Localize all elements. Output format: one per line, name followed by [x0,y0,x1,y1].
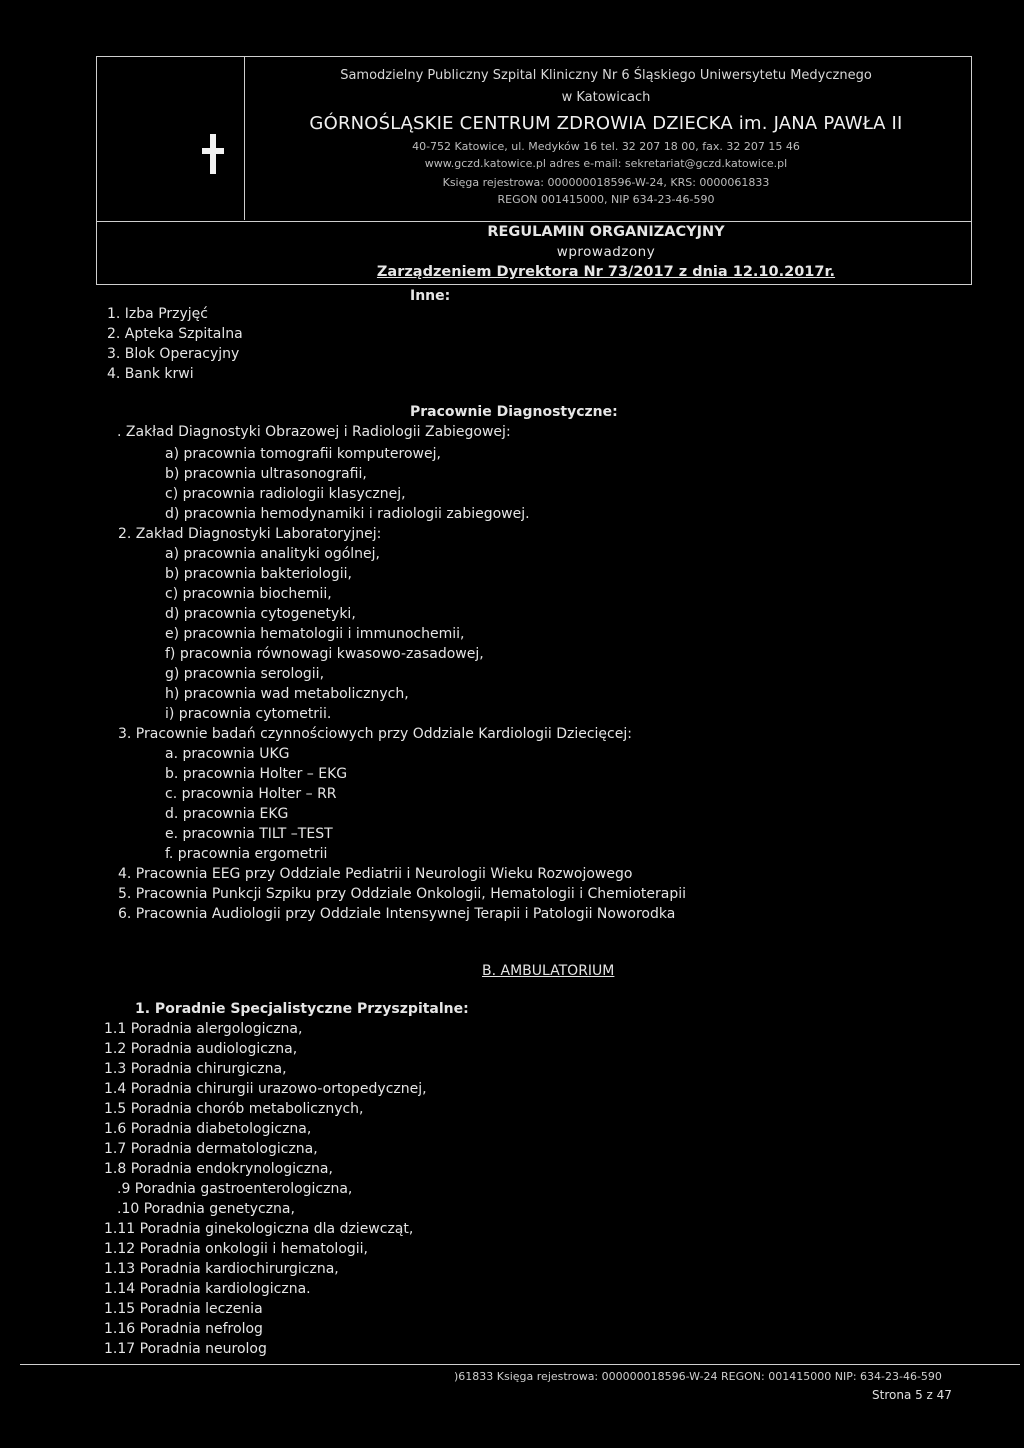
list-item: c. pracownia Holter – RR [165,786,337,802]
list-item: 1.2 Poradnia audiologiczna, [104,1041,298,1057]
list-item: 1.6 Poradnia diabetologiczna, [104,1121,312,1137]
inne-item: 3. Blok Operacyjny [107,346,240,362]
inne-item: 2. Apteka Szpitalna [107,326,243,342]
list-item: 1.3 Poradnia chirurgiczna, [104,1061,287,1077]
list-item: d) pracownia cytogenetyki, [165,606,356,622]
ambulatorium-subheading: 1. Poradnie Specjalistyczne Przyszpitalne: [135,1001,469,1017]
list-item: b) pracownia ultrasonografii, [165,466,367,482]
section-title: . Zakład Diagnostyki Obrazowej i Radiologii Zabiegowej: [117,424,511,440]
list-item: a) pracownia analityki ogólnej, [165,546,380,562]
list-item: 1.8 Poradnia endokrynologiczna, [104,1161,333,1177]
list-item: d) pracownia hemodynamiki i radiologii zabiegowej. [165,506,530,522]
hospital-cross-icon [202,134,224,174]
hospital-name: Samodzielny Publiczny Szpital Kliniczny Nr 6 Śląskiego Uniwersytetu Medycznego [340,68,872,83]
inne-item: 1. Izba Przyjęć [107,306,208,322]
list-item: a) pracownia tomografii komputerowej, [165,446,441,462]
list-item: e) pracownia hematologii i immunochemii, [165,626,465,642]
list-item: 4. Pracownia EEG przy Oddziale Pediatrii i Neurologii Wieku Rozwojowego [118,866,633,882]
list-item: 1.13 Poradnia kardiochirurgiczna, [104,1261,339,1277]
regulamin-order: Zarządzeniem Dyrektora Nr 73/2017 z dnia 12.10.2017r. [376,264,836,280]
list-item: 1.1 Poradnia alergologiczna, [104,1021,303,1037]
hospital-krs: Księga rejestrowa: 000000018596-W-24, KRS: 0000061833 [442,176,770,189]
pracownie-heading: Pracownie Diagnostyczne: [410,404,618,420]
inne-heading: Inne: [410,288,451,304]
list-item: d. pracownia EKG [165,806,289,822]
list-item: 1.14 Poradnia kardiologiczna. [104,1281,311,1297]
list-item: 1.17 Poradnia neurolog [104,1341,267,1357]
list-item: 1.15 Poradnia leczenia [104,1301,263,1317]
header-divider [244,56,245,220]
list-item: 5. Pracownia Punkcji Szpiku przy Oddziale Onkologii, Hematologii i Chemioterapii [118,886,686,902]
list-item: 6. Pracownia Audiologii przy Oddziale Intensywnej Terapii i Patologii Noworodka [118,906,676,922]
list-item: b. pracownia Holter – EKG [165,766,348,782]
hospital-title: GÓRNOŚLĄSKIE CENTRUM ZDROWIA DZIECKA im. JANA PAWŁA II [309,113,903,134]
list-item: i) pracownia cytometrii. [165,706,332,722]
list-item: a. pracownia UKG [165,746,290,762]
list-item: 1.5 Poradnia chorób metabolicznych, [104,1101,364,1117]
list-item: h) pracownia wad metabolicznych, [165,686,409,702]
page-number: Strona 5 z 47 [872,1388,952,1402]
hospital-web: www.gczd.katowice.pl adres e-mail: sekretariat@gczd.katowice.pl [424,157,788,170]
hospital-regon: REGON 001415000, NIP 634-23-46-590 [497,193,715,206]
inne-item: 4. Bank krwi [107,366,194,382]
list-item: 1.12 Poradnia onkologii i hematologii, [104,1241,368,1257]
regulamin-subtitle: wprowadzony [556,244,656,260]
regulamin-title: REGULAMIN ORGANIZACYJNY [487,224,725,240]
hospital-city: w Katowicach [561,90,651,105]
list-item: 1.7 Poradnia dermatologiczna, [104,1141,318,1157]
section-title: 3. Pracownie badań czynnościowych przy Oddziale Kardiologii Dziecięcej: [118,726,632,742]
list-item: g) pracownia serologii, [165,666,325,682]
list-item: f) pracownia równowagi kwasowo-zasadowej, [165,646,484,662]
list-item: b) pracownia bakteriologii, [165,566,352,582]
list-item: 1.4 Poradnia chirurgii urazowo-ortopedycznej, [104,1081,427,1097]
list-item: c) pracownia radiologii klasycznej, [165,486,406,502]
ambulatorium-heading: B. AMBULATORIUM [482,963,615,979]
list-item: e. pracownia TILT –TEST [165,826,333,842]
footer-registry: )61833 Księga rejestrowa: 000000018596-W-24 REGON: 001415000 NIP: 634-23-46-590 [454,1370,942,1383]
hospital-address: 40-752 Katowice, ul. Medyków 16 tel. 32 207 18 00, fax. 32 207 15 46 [412,140,800,153]
list-item: 1.16 Poradnia nefrolog [104,1321,263,1337]
section-title: 2. Zakład Diagnostyki Laboratoryjnej: [118,526,382,542]
list-item: .9 Poradnia gastroenterologiczna, [117,1181,353,1197]
list-item: 1.11 Poradnia ginekologiczna dla dziewcząt, [104,1221,414,1237]
list-item: f. pracownia ergometrii [165,846,328,862]
list-item: c) pracownia biochemii, [165,586,332,602]
list-item: .10 Poradnia genetyczna, [117,1201,295,1217]
footer-divider [20,1364,1020,1365]
